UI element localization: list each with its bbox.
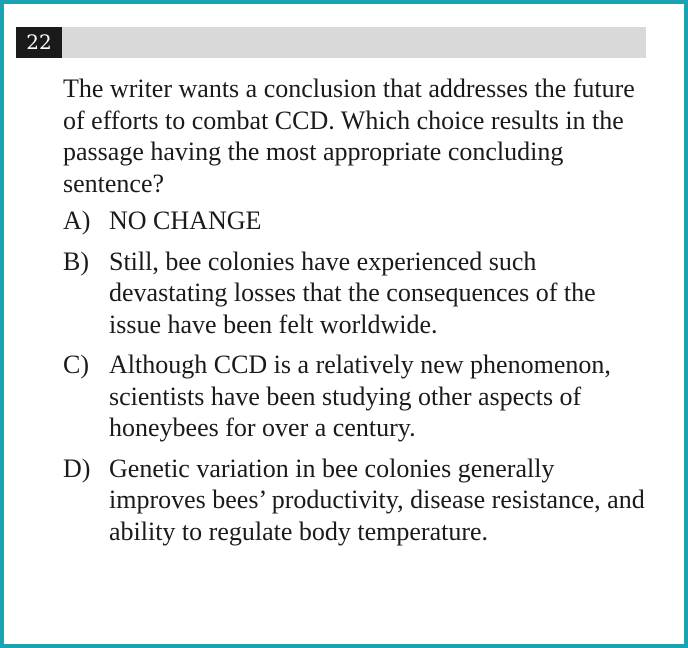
choice-letter: A) — [63, 206, 91, 235]
choice-a[interactable] — [63, 205, 653, 237]
choice-text: Still, bee colonies have experienced such devastating losses that the consequences of the issue have been felt worldwide. — [109, 246, 596, 339]
question-content — [63, 73, 653, 556]
choice-b[interactable] — [63, 246, 653, 341]
choice-c[interactable] — [63, 349, 653, 444]
choice-text: Genetic variation in bee colonies generally improves bees’ productivity, disease resistance, and ability to regulate body temperature. — [109, 453, 645, 546]
choice-text: NO CHANGE — [109, 206, 262, 235]
question-number: 22 — [16, 27, 62, 58]
choice-letter: D) — [63, 453, 91, 483]
choice-letter: C) — [63, 350, 89, 379]
choice-text: Although CCD is a relatively new phenomenon, scientists have been studying other aspects of honeybees for over a century. — [109, 350, 611, 442]
question-header-bar — [16, 27, 646, 58]
choice-letter: B) — [63, 246, 89, 276]
question-prompt: The writer wants a conclusion that addresses the future of efforts to combat CCD. Which choice results in the passage having the most appropriate concluding sentence? — [63, 74, 635, 198]
choice-d[interactable] — [63, 453, 653, 548]
